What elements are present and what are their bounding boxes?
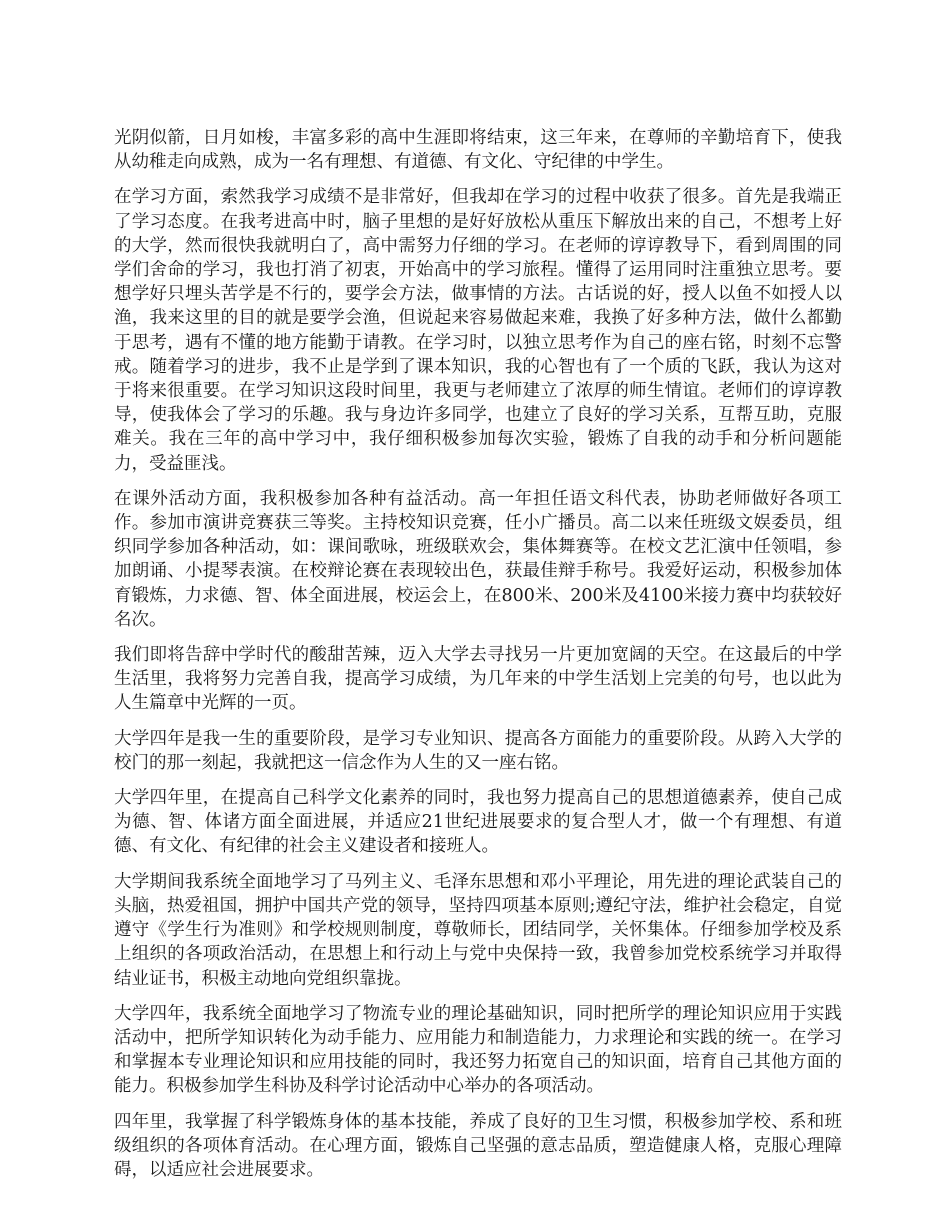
paragraph-3: 在课外活动方面，我积极参加各种有益活动。高一年担任语文科代表，协助老师做好各项工作。参加市演讲竞赛获三等奖。主持校知识竞赛，任小广播员。高二以来任班级文娱委员，组织同学参加各种活动，如：课间歌咏，班级联欢会，集体舞赛等。在校文艺汇演中任领唱，参加朗诵、小提琴表演。在校辩论赛在表现较出色，获最佳辩手称号。我爱好运动，积极参加体育锻炼，力求德、智、体全面进展，校运会上，在800米、200米及4100米接力赛中均获较好名次。 (114, 488, 842, 630)
paragraph-2: 在学习方面，索然我学习成绩不是非常好，但我却在学习的过程中收获了很多。首先是我端正了学习态度。在我考进高中时，脑子里想的是好好放松从重压下解放出来的自己，不想考上好的大学，然而很快我就明白了，高中需努力仔细的学习。在老师的谆谆教导下，看到周围的同学们舍命的学习，我也打消了初衷，开始高中的学习旅程。懂得了运用同时注重独立思考。要想学好只埋头苦学是不行的，要学会方法，做事情的方法。古话说的好，授人以鱼不如授人以渔，我来这里的目的就是要学会渔，但说起来容易做起来难，我换了好多种方法，做什么都勤于思考，遇有不懂的地方能勤于请教。在学习时，以独立思考作为自己的座右铭，时刻不忘警戒。随着学习的进步，我不止是学到了课本知识，我的心智也有了一个质的飞跃，我认为这对于将来很重要。在学习知识这段时间里，我更与老师建立了浓厚的师生情谊。老师们的谆谆教导，使我体会了学习的乐趣。我与身边许多同学，也建立了良好的学习关系，互帮互助，克服难关。我在三年的高中学习中，我仔细积极参加每次实验，锻炼了自我的动手和分析问题能力，受益匪浅。 (114, 187, 842, 474)
paragraph-9: 四年里，我掌握了科学锻炼身体的基本技能，养成了良好的卫生习惯，积极参加学校、系和班级组织的各项体育活动。在心理方面，锻炼自己坚强的意志品质，塑造健康人格，克服心理障碍，以适应社会进展要求。 (114, 1111, 842, 1180)
paragraph-1: 光阴似箭，日月如梭，丰富多彩的高中生涯即将结束，这三年来，在尊师的辛勤培育下，使我从幼稚走向成熟，成为一名有理想、有道德、有文化、守纪律的中学生。 (114, 128, 842, 173)
paragraph-7: 大学期间我系统全面地学习了马列主义、毛泽东思想和邓小平理论，用先进的理论武装自己的头脑，热爱祖国，拥护中国共产党的领导，坚持四项基本原则;遵纪守法，维护社会稳定，自觉遵守《学生行为准则》和学校规则制度，尊敬师长，团结同学，关怀集体。仔细参加学校及系上组织的各项政治活动，在思想上和行动上与党中央保持一致，我曾参加党校系统学习并取得结业证书，积极主动地向党组织靠拢。 (114, 871, 842, 989)
paragraph-6: 大学四年里，在提高自己科学文化素养的同时，我也努力提高自己的思想道德素养，使自己成为德、智、体诸方面全面进展，并适应21世纪进展要求的复合型人才，做一个有理想、有道德、有文化、有纪律的社会主义建设者和接班人。 (114, 788, 842, 857)
paragraph-4: 我们即将告辞中学时代的酸甜苦辣，迈入大学去寻找另一片更加宽阔的天空。在这最后的中学生活里，我将努力完善自我，提高学习成绩，为几年来的中学生活划上完美的句号，也以此为人生篇章中光辉的一页。 (114, 645, 842, 714)
paragraph-5: 大学四年是我一生的重要阶段，是学习专业知识、提高各方面能力的重要阶段。从跨入大学的校门的那一刻起，我就把这一信念作为人生的又一座右铭。 (114, 728, 842, 773)
paragraph-8: 大学四年，我系统全面地学习了物流专业的理论基础知识，同时把所学的理论知识应用于实践活动中，把所学知识转化为动手能力、应用能力和制造能力，力求理论和实践的统一。在学习和掌握本专业理论知识和应用技能的同时，我还努力拓宽自己的知识面，培育自己其他方面的能力。积极参加学生科协及科学讨论活动中心举办的各项活动。 (114, 1003, 842, 1097)
document-body (114, 126, 842, 1193)
